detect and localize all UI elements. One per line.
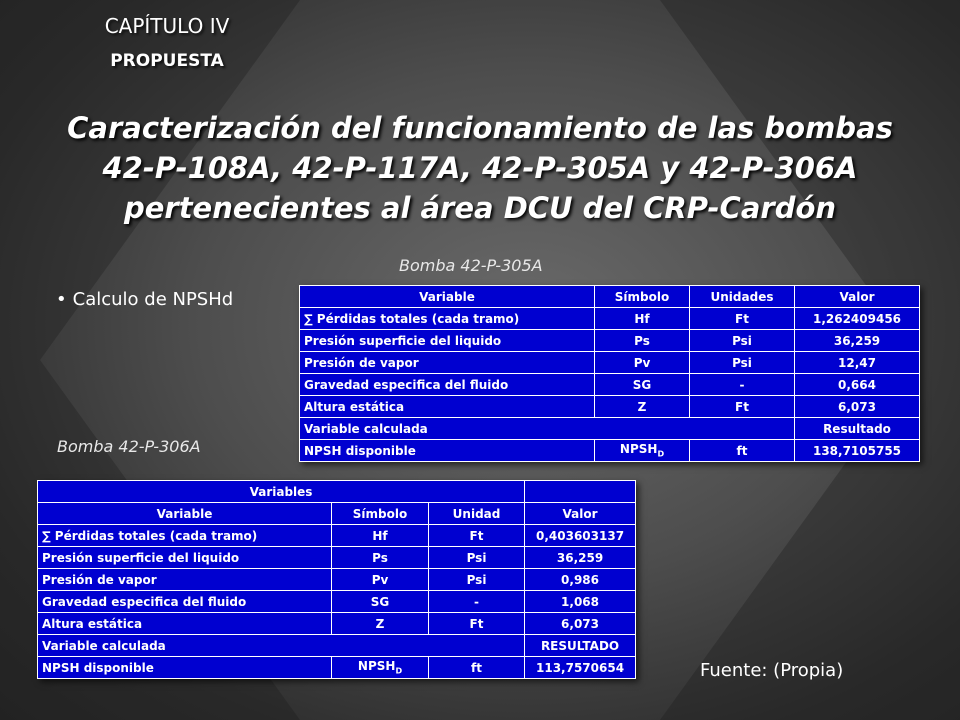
table-cell: Z [595,396,690,418]
table-row [300,352,920,374]
table-row-calculated [38,635,636,657]
header-cell: Unidades [690,286,795,308]
table-row [38,613,636,635]
table-cell: 0,403603137 [525,525,636,547]
table-cell: Altura estática [300,396,595,418]
npsh-label-cell: NPSH disponible [300,440,595,462]
npsh-value-cell: 138,7105755 [795,440,920,462]
source-note: Fuente: (Propia) [700,660,844,681]
table-cell: Ft [429,525,525,547]
table-cell: 1,262409456 [795,308,920,330]
table-cell: Hf [595,308,690,330]
table-cell: 0,664 [795,374,920,396]
npsh-subscript: D [657,449,665,459]
table-cell: Pv [595,352,690,374]
table-cell: ∑ Pérdidas totales (cada tramo) [300,308,595,330]
npsh-unit-cell: ft [690,440,795,462]
header-cell: Variable [38,503,332,525]
table-cell: Z [332,613,429,635]
chapter-subtitle: PROPUESTA [110,51,224,71]
table-row [38,525,636,547]
calc-label-cell: Variable calculada [300,418,795,440]
table-group-header-row [38,481,636,503]
table-row [38,569,636,591]
npsh-symbol-cell [332,657,429,679]
chapter-heading: CAPÍTULO IV [104,14,230,38]
header-cell: Símbolo [332,503,429,525]
npsh-symbol: NPSH [357,659,396,674]
table-cell: - [690,374,795,396]
table-cell: Presión de vapor [300,352,595,374]
table-cell: Psi [690,330,795,352]
table-cell: Ft [690,308,795,330]
table-cell: 12,47 [795,352,920,374]
table-cell: Ps [332,547,429,569]
table-row [38,547,636,569]
table-cell: Psi [429,547,525,569]
table-header-row [300,286,920,308]
table2-caption: Bomba 42-P-306A [57,437,201,456]
table-cell: Psi [690,352,795,374]
header-cell: Valor [525,503,636,525]
table-row [38,591,636,613]
table-cell: 36,259 [795,330,920,352]
group-header-cell: Variables [38,481,525,503]
npsh-subscript: D [395,666,403,676]
table-cell: Psi [429,569,525,591]
npsh-label-cell: NPSH disponible [38,657,332,679]
header-cell: Unidad [429,503,525,525]
npsh-value-cell: 113,7570654 [525,657,636,679]
npsh-unit-cell: ft [429,657,525,679]
table-row-npsh [300,440,920,462]
table-cell: Pv [332,569,429,591]
table-cell: Ps [595,330,690,352]
table-cell: Presión superficie del liquido [300,330,595,352]
table-bomba-306a [37,480,636,679]
calc-result-cell: Resultado [795,418,920,440]
bullet-item [56,289,233,310]
calc-label-cell: Variable calculada [38,635,525,657]
table-row [300,396,920,418]
group-header-empty-cell [525,481,636,503]
table-cell: Ft [690,396,795,418]
table-cell: 6,073 [795,396,920,418]
table-cell: 1,068 [525,591,636,613]
table1-caption: Bomba 42-P-305A [399,256,543,275]
table-cell: Gravedad especifica del fluido [38,591,332,613]
table-row [300,308,920,330]
table-cell: 36,259 [525,547,636,569]
table-cell: Altura estática [38,613,332,635]
table-cell: Presión superficie del liquido [38,547,332,569]
table-cell: Presión de vapor [38,569,332,591]
table-cell: Gravedad especifica del fluido [300,374,595,396]
table-cell: Hf [332,525,429,547]
table-cell: - [429,591,525,613]
table-bomba-305a [299,285,920,462]
table-cell: ∑ Pérdidas totales (cada tramo) [38,525,332,547]
table-cell: 0,986 [525,569,636,591]
table-row [300,330,920,352]
header-cell: Valor [795,286,920,308]
bullet-text: Calculo de NPSHd [72,289,234,310]
table-row [300,374,920,396]
calc-result-cell: RESULTADO [525,635,636,657]
npsh-symbol-cell [595,440,690,462]
table-cell: SG [595,374,690,396]
table-cell: SG [332,591,429,613]
table-row-npsh [38,657,636,679]
bullet-dot-icon: • [56,289,67,310]
table-row-calculated [300,418,920,440]
header-cell: Variable [300,286,595,308]
header-cell: Símbolo [595,286,690,308]
table-cell: 6,073 [525,613,636,635]
slide-title: Caracterización del funcionamiento de las bombas 42-P-108A, 42-P-117A, 42-P-305A y 42-P-306A pertenecientes al área DCU del CRP-Cardón [67,111,893,225]
table-header-row [38,503,636,525]
npsh-symbol: NPSH [619,442,658,457]
table-cell: Ft [429,613,525,635]
